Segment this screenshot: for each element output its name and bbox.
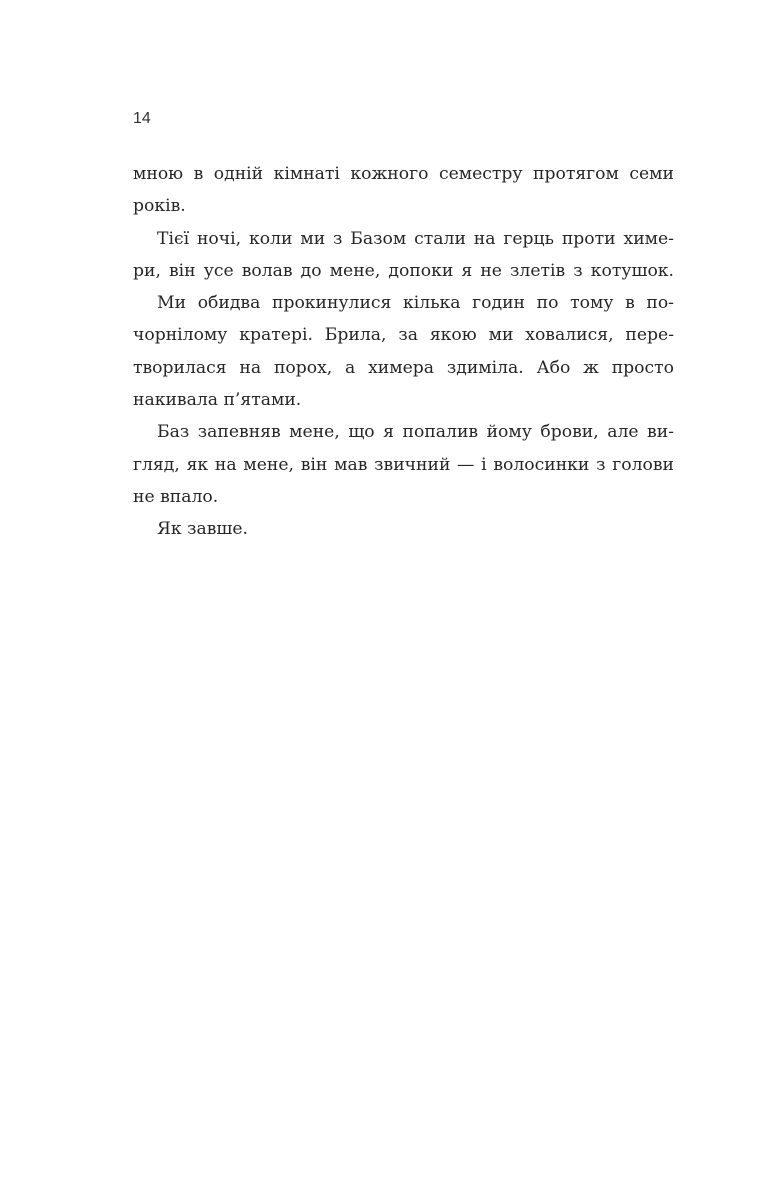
text-line: творилася на порох, а химера здиміла. Або ж просто bbox=[133, 357, 674, 378]
text-line: ри, він усе волав до мене, допоки я не злетів з котушок. bbox=[133, 260, 674, 281]
text-line: Як завше. bbox=[157, 519, 248, 540]
text-line: Тієї ночі, коли ми з Базом стали на герць проти химе- bbox=[157, 228, 674, 249]
body-text bbox=[133, 158, 674, 546]
paragraph-5 bbox=[133, 513, 674, 545]
text-line: Ми обидва прокинулися кілька годин по тому в по- bbox=[157, 293, 674, 314]
text-line: мною в одній кімнаті кожного семестру протягом семи bbox=[133, 164, 674, 184]
text-line: чорнілому кратері. Брила, за якою ми ховалися, пере- bbox=[133, 325, 674, 346]
paragraph-1 bbox=[133, 158, 674, 223]
text-line: гляд, як на мене, він мав звичний — і волосинки з голови bbox=[133, 454, 674, 475]
paragraph-2 bbox=[133, 223, 674, 288]
text-line: років. bbox=[133, 196, 186, 217]
paragraph-3 bbox=[133, 287, 674, 416]
paragraph-4 bbox=[133, 416, 674, 513]
text-line: накивала п’ятами. bbox=[133, 390, 302, 411]
text-line: не впало. bbox=[133, 486, 219, 507]
page-number: 14 bbox=[133, 110, 151, 127]
text-line: Баз запевняв мене, що я попалив йому брови, але ви- bbox=[157, 422, 674, 443]
